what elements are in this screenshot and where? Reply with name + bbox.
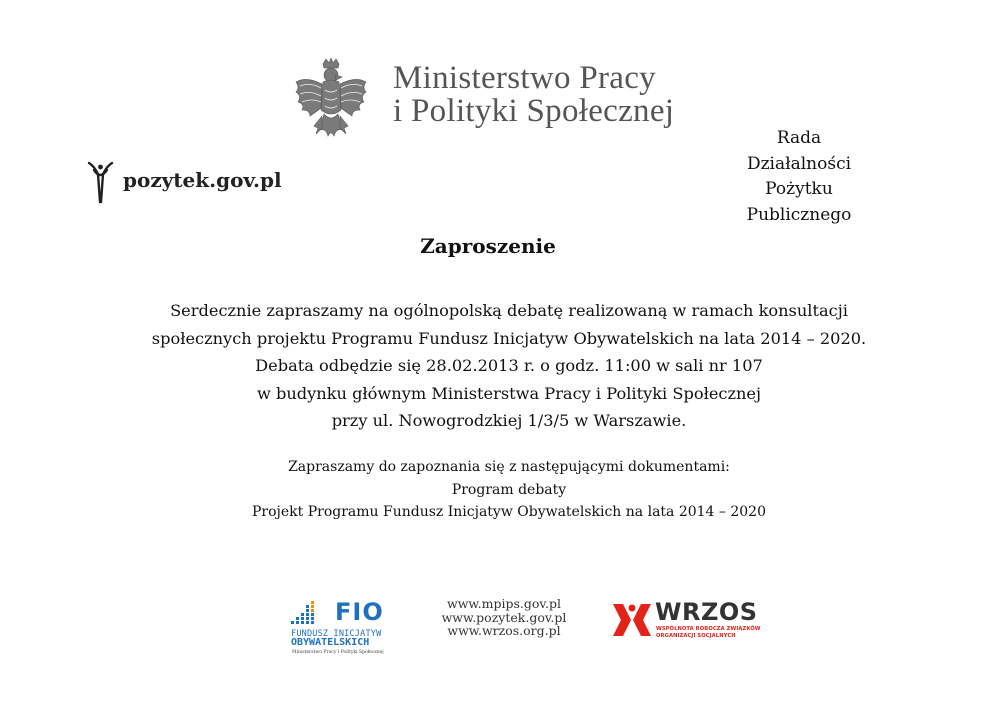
documents-intro: Zapraszamy do zapoznania się z następującymi dokumentami:: [288, 459, 730, 475]
paragraph-line: w budynku głównym Ministerstwa Pracy i Polityki Społecznej: [256, 383, 762, 403]
fio-subtitle-line2: OBYWATELSKICH: [291, 637, 370, 648]
polish-eagle-emblem-icon: [292, 58, 370, 146]
footer-urls: [404, 597, 604, 638]
pozytek-logo-text: pozytek.gov.pl: [123, 168, 282, 192]
paragraph-line: społecznych projektu Programu Fundusz Inicjatyw Obywatelskich na lata 2014 – 2020.: [151, 328, 867, 348]
fio-name: FIO: [335, 598, 384, 626]
url-link-wrzos[interactable]: www.wrzos.org.pl: [447, 623, 561, 638]
wrzos-subtitle: [656, 626, 761, 639]
rada-line: Publicznego: [746, 204, 852, 225]
url-link-mpips[interactable]: www.mpips.gov.pl: [447, 596, 561, 611]
rada-line: Działalności: [746, 153, 852, 174]
pozytek-figure-icon: [86, 160, 116, 204]
ministry-name-line2: i Polityki Społecznej: [393, 93, 675, 129]
document-item-program: Program debaty: [451, 481, 567, 498]
paragraph-line: przy ul. Nowogrodzkiej 1/3/5 w Warszawie.: [331, 411, 687, 430]
ministry-name: [393, 62, 674, 128]
invitation-title: Zaproszenie: [420, 234, 556, 258]
fio-ministry-caption: Ministerstwo Pracy i Polityki Społecznej: [292, 650, 384, 655]
document-item-project: Projekt Programu Fundusz Inicjatyw Obywatelskich na lata 2014 – 2020: [251, 504, 766, 520]
wrzos-name: WRZOS: [655, 598, 758, 626]
ministry-name-line1: Ministerstwo Pracy: [393, 60, 656, 96]
documents-section: [0, 456, 992, 524]
paragraph-line: Serdecznie zapraszamy na ogólnopolską debatę realizowaną w ramach konsultacji: [170, 301, 848, 320]
rada-line: Rada: [776, 128, 822, 148]
url-link-pozytek[interactable]: www.pozytek.gov.pl: [441, 609, 567, 625]
rada-line: Pożytku: [765, 179, 833, 199]
invitation-paragraph: [0, 297, 992, 435]
wrzos-subtitle-line1: WSPÓLNOTA ROBOCZA ZWIĄZKÓW: [656, 626, 761, 632]
wrzos-subtitle-line2: ORGANIZACJI SOCJALNYCH: [656, 632, 736, 639]
fio-subtitle-line1: FUNDUSZ INICJATYW: [291, 629, 382, 639]
rada-logo-text: [724, 126, 874, 228]
paragraph-line: Debata odbędzie się 28.02.2013 r. o godz. 11:00 w sali nr 107: [255, 356, 763, 375]
